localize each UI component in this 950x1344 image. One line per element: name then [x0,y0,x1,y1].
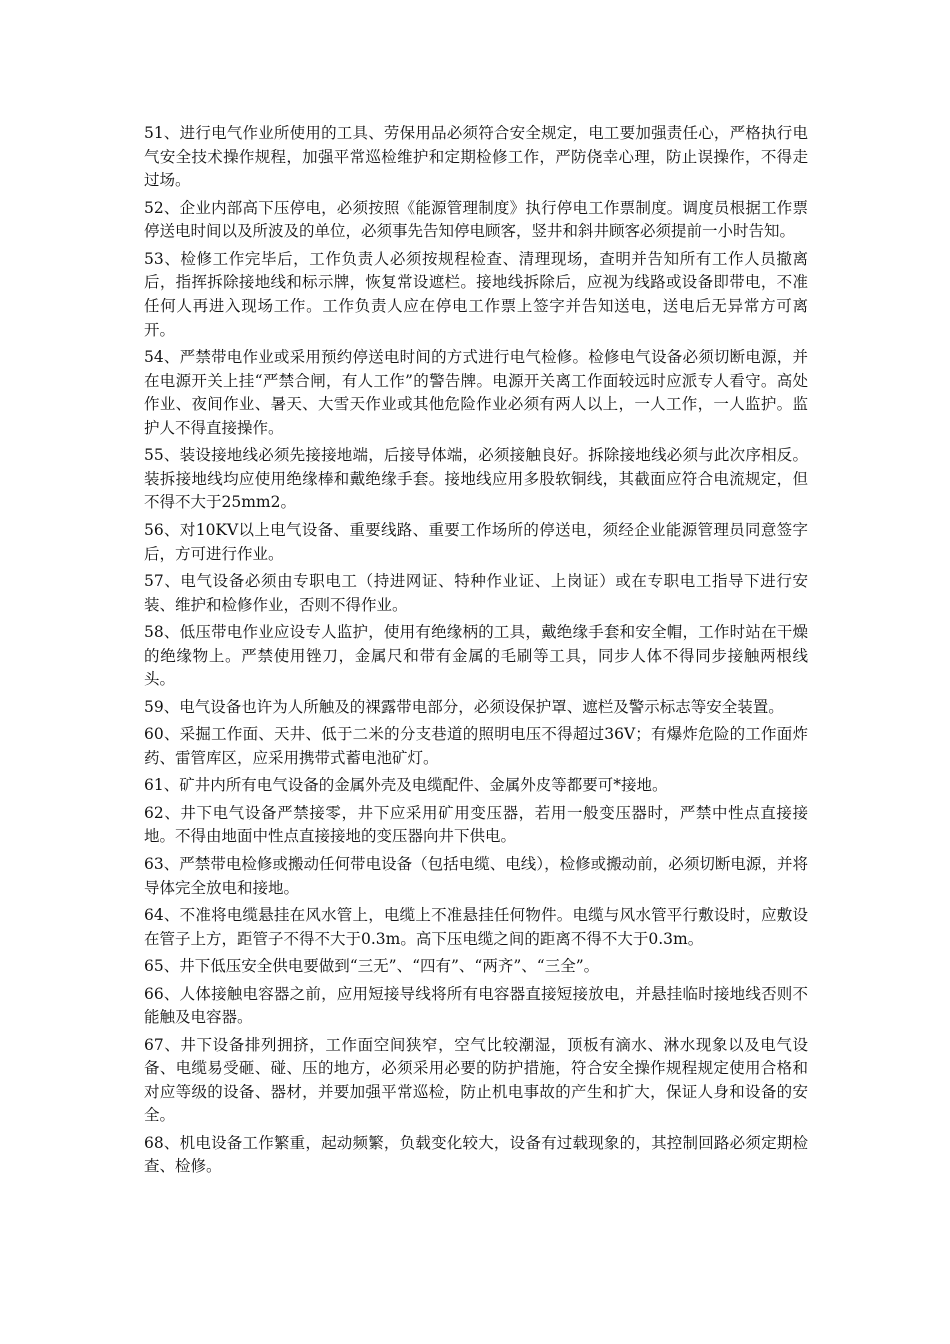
paragraph-65: 65、井下低压安全供电要做到“三无”、“四有”、“两齐”、“三全”。 [144,957,600,976]
paragraph-66: 66、人体接触电容器之前，应用短接导线将所有电容器直接短接放电，并悬挂临时接地线否则不能触及电容器。 [144,984,808,1027]
paragraph-59: 59、电气设备也许为人所触及的裸露带电部分，必须设保护罩、遮栏及警示标志等安全装置。 [144,697,784,716]
paragraph-67: 67、井下设备排列拥挤，工作面空间狭窄，空气比较潮湿，顶板有滴水、淋水现象以及电气设备、电缆易受砸、碰、压的地方，必须采用必要的防护措施，符合安全操作规程规定使用合格和对应等级的设备、器材，并要加强平常巡检，防止机电事故的产生和扩大，保证人身和设备的安全。 [144,1035,808,1125]
paragraph-60: 60、采掘工作面、天井、低于二米的分支巷道的照明电压不得超过36V；有爆炸危险的工作面炸药、雷管库区，应采用携带式蓄电池矿灯。 [144,725,808,767]
paragraph-62: 62、井下电气设备严禁接零，井下应采用矿用变压器，若用一般变压器时，严禁中性点直接接地。不得由地面中性点直接接地的变压器向井下供电。 [144,803,808,846]
paragraph-55: 55、装设接地线必须先接接地端，后接导体端，必须接触良好。拆除接地线必须与此次序相反。装拆接地线均应使用绝缘棒和戴绝缘手套。接地线应用多股软铜线，其截面应符合电流规定，但不得不大于25mm2。 [144,446,808,512]
paragraph-61: 61、矿井内所有电气设备的金属外壳及电缆配件、金属外皮等都要可*接地。 [144,776,668,795]
paragraph-52: 52、企业内部高下压停电，必须按照《能源管理制度》执行停电工作票制度。调度员根据工作票停送电时间以及所波及的单位，必须事先告知停电顾客，竖井和斜井顾客必须提前一小时告知。 [144,198,808,241]
paragraph-56: 56、对10KV以上电气设备、重要线路、重要工作场所的停送电，须经企业能源管理员同意签字后，方可进行作业。 [144,520,808,563]
paragraph-63: 63、严禁带电检修或搬动任何带电设备（包括电缆、电线），检修或搬动前，必须切断电源，并将导体完全放电和接地。 [144,854,808,897]
paragraph-53: 53、检修工作完毕后，工作负责人必须按规程检查、清理现场，查明并告知所有工作人员撤离后，指挥拆除接地线和标示牌，恢复常设遮栏。接地线拆除后，应视为线路或设备即带电，不准任何人再进入现场工作。工作负责人应在停电工作票上签字并告知送电，送电后无异常方可离开。 [144,249,808,339]
paragraph-51: 51、进行电气作业所使用的工具、劳保用品必须符合安全规定，电工要加强责任心，严格执行电气安全技术操作规程，加强平常巡检维护和定期检修工作，严防侥幸心理，防止误操作，不得走过场。 [144,124,808,190]
paragraph-64: 64、不准将电缆悬挂在风水管上，电缆上不准悬挂任何物件。电缆与风水管平行敷设时，应敷设在管子上方，距管子不得不大于0.3m。高下压电缆之间的距离不得不大于0.3m。 [144,905,808,948]
paragraph-54: 54、严禁带电作业或采用预约停送电时间的方式进行电气检修。检修电气设备必须切断电源，并在电源开关上挂“严禁合闸，有人工作”的警告牌。电源开关离工作面较远时应派专人看守。高处作业、夜间作业、暑天、大雪天作业或其他危险作业必须有两人以上，一人工作，一人监护。监护人不得直接操作。 [144,348,808,437]
paragraph-58: 58、低压带电作业应设专人监护，使用有绝缘柄的工具，戴绝缘手套和安全帽，工作时站在干燥的绝缘物上。严禁使用锉刀，金属尺和带有金属的毛刷等工具，同步人体不得同步接触两根线头。 [144,623,808,689]
paragraph-57: 57、电气设备必须由专职电工（持进网证、特种作业证、上岗证）或在专职电工指导下进行安装、维护和检修作业，否则不得作业。 [144,572,808,614]
document-body [144,122,808,1183]
paragraph-68: 68、机电设备工作繁重，起动频繁，负载变化较大，设备有过载现象的，其控制回路必须定期检查、检修。 [144,1133,808,1176]
